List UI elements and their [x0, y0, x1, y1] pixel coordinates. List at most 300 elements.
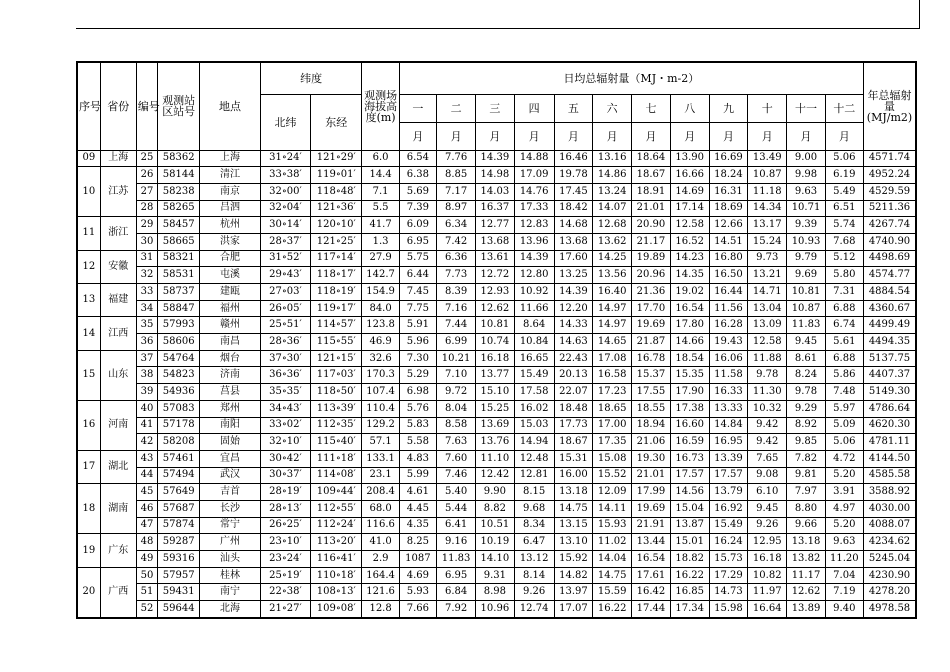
radiation-jun: 13.24: [593, 183, 632, 200]
radiation-aug: 16.52: [670, 233, 709, 250]
station-place: 南宁: [200, 584, 260, 601]
header-daily-radiation: 日均总辐射量（MJ・m-2）: [399, 62, 863, 94]
radiation-apr: 15.03: [514, 417, 554, 434]
radiation-aug: 14.66: [670, 334, 709, 351]
station-latitude: 30∘14′: [260, 217, 310, 234]
radiation-may: 18.67: [554, 434, 592, 451]
radiation-jul: 21.01: [632, 467, 670, 484]
radiation-annual: 4571.74: [863, 150, 916, 167]
station-longitude: 121∘25′: [311, 233, 362, 250]
header-month: 九: [709, 94, 747, 122]
radiation-apr: 12.83: [514, 217, 554, 234]
radiation-mar: 15.10: [476, 384, 514, 401]
station-code: 38: [136, 367, 157, 384]
header-month-unit: 月: [514, 122, 554, 150]
radiation-oct: 9.26: [748, 517, 787, 534]
radiation-aug: 16.73: [670, 450, 709, 467]
header-month: 十一: [787, 94, 825, 122]
radiation-jul: 18.67: [632, 167, 670, 184]
radiation-jan: 5.83: [399, 417, 436, 434]
station-number: 54764: [158, 350, 200, 367]
radiation-may: 22.43: [554, 350, 592, 367]
radiation-may: 14.39: [554, 284, 592, 301]
radiation-oct: 9.78: [748, 367, 787, 384]
station-code: 30: [136, 233, 157, 250]
radiation-nov: 9.69: [787, 267, 825, 284]
station-latitude: 29∘43′: [260, 267, 310, 284]
station-latitude: 36∘36′: [260, 367, 310, 384]
station-code: 52: [136, 601, 157, 618]
station-latitude: 31∘52′: [260, 250, 310, 267]
radiation-feb: 6.41: [436, 517, 475, 534]
table-row: [77, 467, 916, 484]
radiation-mar: 12.72: [476, 267, 514, 284]
station-code: 35: [136, 317, 157, 334]
station-place: 济南: [200, 367, 260, 384]
radiation-jun: 14.25: [593, 250, 632, 267]
table-row: [77, 500, 916, 517]
radiation-jun: 14.97: [593, 300, 632, 317]
radiation-may: 22.07: [554, 384, 592, 401]
station-altitude: 110.4: [362, 400, 399, 417]
radiation-aug: 15.35: [670, 367, 709, 384]
radiation-sep: 16.92: [709, 500, 747, 517]
radiation-mar: 13.68: [476, 233, 514, 250]
radiation-jun: 14.97: [593, 317, 632, 334]
radiation-oct: 16.18: [748, 551, 787, 568]
radiation-dec: 5.20: [825, 517, 863, 534]
radiation-jul: 18.55: [632, 400, 670, 417]
radiation-jan: 5.75: [399, 250, 436, 267]
station-longitude: 108∘13′: [311, 584, 362, 601]
province-name: 河南: [100, 400, 136, 450]
radiation-jul: 21.17: [632, 233, 670, 250]
station-number: 58606: [158, 334, 200, 351]
table-row: [77, 200, 916, 217]
radiation-jul: 18.94: [632, 417, 670, 434]
radiation-sep: 16.24: [709, 534, 747, 551]
radiation-jun: 14.86: [593, 167, 632, 184]
radiation-annual: 4884.54: [863, 284, 916, 301]
header-month-unit: 月: [436, 122, 475, 150]
radiation-sep: 11.58: [709, 367, 747, 384]
radiation-nov: 8.24: [787, 367, 825, 384]
station-place: 杭州: [200, 217, 260, 234]
radiation-may: 17.60: [554, 250, 592, 267]
radiation-may: 14.75: [554, 500, 592, 517]
station-altitude: 57.1: [362, 434, 399, 451]
radiation-dec: 5.61: [825, 334, 863, 351]
header-month: 十二: [825, 94, 863, 122]
radiation-annual: 4952.24: [863, 167, 916, 184]
radiation-oct: 10.87: [748, 167, 787, 184]
radiation-sep: 19.43: [709, 334, 747, 351]
radiation-mar: 15.25: [476, 400, 514, 417]
station-number: 58362: [158, 150, 200, 167]
radiation-apr: 10.84: [514, 334, 554, 351]
radiation-may: 17.73: [554, 417, 592, 434]
radiation-dec: 11.20: [825, 551, 863, 568]
radiation-feb: 6.95: [436, 567, 475, 584]
radiation-jan: 5.69: [399, 183, 436, 200]
radiation-jul: 18.91: [632, 183, 670, 200]
table-row: [77, 267, 916, 284]
station-latitude: 23∘24′: [260, 551, 310, 568]
radiation-annual: 3588.92: [863, 484, 916, 501]
radiation-annual: 5211.36: [863, 200, 916, 217]
station-code: 48: [136, 534, 157, 551]
radiation-dec: 9.63: [825, 534, 863, 551]
radiation-jul: 15.37: [632, 367, 670, 384]
header-month-unit: 月: [709, 122, 747, 150]
radiation-mar: 16.18: [476, 350, 514, 367]
station-place: 汕头: [200, 551, 260, 568]
station-code: 34: [136, 300, 157, 317]
table-row: [77, 417, 916, 434]
radiation-oct: 11.88: [748, 350, 787, 367]
radiation-aug: 17.80: [670, 317, 709, 334]
station-code: 51: [136, 584, 157, 601]
station-number: 57083: [158, 400, 200, 417]
station-latitude: 33∘38′: [260, 167, 310, 184]
station-place: 福州: [200, 300, 260, 317]
radiation-nov: 11.83: [787, 317, 825, 334]
radiation-annual: 4278.20: [863, 584, 916, 601]
radiation-may: 20.13: [554, 367, 592, 384]
station-code: 36: [136, 334, 157, 351]
radiation-jan: 5.91: [399, 317, 436, 334]
station-number: 59316: [158, 551, 200, 568]
province-seq: 20: [77, 567, 100, 618]
station-code: 46: [136, 500, 157, 517]
radiation-jul: 17.61: [632, 567, 670, 584]
radiation-dec: 6.88: [825, 350, 863, 367]
station-longitude: 117∘03′: [311, 367, 362, 384]
table-row: [77, 350, 916, 367]
header-month-unit: 月: [825, 122, 863, 150]
station-longitude: 119∘01′: [311, 167, 362, 184]
radiation-jan: 4.35: [399, 517, 436, 534]
radiation-feb: 7.92: [436, 601, 475, 618]
station-code: 28: [136, 200, 157, 217]
radiation-oct: 13.21: [748, 267, 787, 284]
station-longitude: 115∘55′: [311, 334, 362, 351]
radiation-mar: 16.37: [476, 200, 514, 217]
radiation-annual: 4230.90: [863, 567, 916, 584]
table-row: [77, 250, 916, 267]
radiation-aug: 17.38: [670, 400, 709, 417]
radiation-aug: 16.66: [670, 167, 709, 184]
radiation-sep: 16.06: [709, 350, 747, 367]
radiation-aug: 18.54: [670, 350, 709, 367]
radiation-mar: 13.77: [476, 367, 514, 384]
radiation-nov: 11.17: [787, 567, 825, 584]
header-month: 四: [514, 94, 554, 122]
radiation-aug: 13.90: [670, 150, 709, 167]
radiation-aug: 13.87: [670, 517, 709, 534]
radiation-jul: 20.90: [632, 217, 670, 234]
station-latitude: 22∘38′: [260, 584, 310, 601]
header-month-unit: 月: [593, 122, 632, 150]
station-place: 固始: [200, 434, 260, 451]
station-number: 58847: [158, 300, 200, 317]
table-row: [77, 484, 916, 501]
radiation-jun: 14.65: [593, 334, 632, 351]
radiation-annual: 4030.00: [863, 500, 916, 517]
station-code: 42: [136, 434, 157, 451]
radiation-mar: 9.31: [476, 567, 514, 584]
province-seq: 17: [77, 450, 100, 483]
radiation-nov: 13.82: [787, 551, 825, 568]
radiation-jan: 6.44: [399, 267, 436, 284]
radiation-aug: 14.69: [670, 183, 709, 200]
radiation-dec: 5.80: [825, 267, 863, 284]
radiation-jan: 7.39: [399, 200, 436, 217]
radiation-annual: 5137.75: [863, 350, 916, 367]
province-seq: 15: [77, 350, 100, 400]
radiation-feb: 5.44: [436, 500, 475, 517]
radiation-may: 14.82: [554, 567, 592, 584]
header-month: 二: [436, 94, 475, 122]
station-longitude: 118∘19′: [311, 284, 362, 301]
radiation-nov: 12.62: [787, 584, 825, 601]
radiation-dec: 7.48: [825, 384, 863, 401]
radiation-oct: 14.34: [748, 200, 787, 217]
table-row: [77, 150, 916, 167]
province-seq: 13: [77, 284, 100, 317]
radiation-dec: 7.31: [825, 284, 863, 301]
radiation-jul: 13.44: [632, 534, 670, 551]
radiation-jan: 7.75: [399, 300, 436, 317]
radiation-aug: 18.82: [670, 551, 709, 568]
radiation-dec: 5.20: [825, 467, 863, 484]
station-latitude: 32∘04′: [260, 200, 310, 217]
station-code: 47: [136, 517, 157, 534]
radiation-nov: 9.45: [787, 334, 825, 351]
radiation-nov: 9.00: [787, 150, 825, 167]
station-altitude: 1.3: [362, 233, 399, 250]
province-name: 湖南: [100, 484, 136, 534]
table-body: [77, 150, 916, 618]
radiation-annual: 4144.50: [863, 450, 916, 467]
radiation-jul: 16.42: [632, 584, 670, 601]
station-altitude: 46.9: [362, 334, 399, 351]
radiation-apr: 17.33: [514, 200, 554, 217]
radiation-nov: 9.66: [787, 517, 825, 534]
radiation-annual: 4620.30: [863, 417, 916, 434]
radiation-feb: 6.34: [436, 217, 475, 234]
radiation-aug: 16.54: [670, 300, 709, 317]
radiation-jan: 6.54: [399, 150, 436, 167]
radiation-oct: 6.10: [748, 484, 787, 501]
radiation-jan: 7.45: [399, 284, 436, 301]
radiation-mar: 8.82: [476, 500, 514, 517]
radiation-annual: 4088.07: [863, 517, 916, 534]
station-place: 吉首: [200, 484, 260, 501]
radiation-sep: 15.73: [709, 551, 747, 568]
station-longitude: 112∘55′: [311, 500, 362, 517]
radiation-mar: 14.03: [476, 183, 514, 200]
page-top-rule: [76, 28, 920, 29]
station-place: 长沙: [200, 500, 260, 517]
radiation-mar: 8.98: [476, 584, 514, 601]
station-altitude: 41.7: [362, 217, 399, 234]
radiation-annual: 4740.90: [863, 233, 916, 250]
header-month-unit: 月: [787, 122, 825, 150]
station-place: 宜昌: [200, 450, 260, 467]
radiation-mar: 10.96: [476, 601, 514, 618]
header-month-unit: 月: [476, 122, 514, 150]
radiation-dec: 5.49: [825, 183, 863, 200]
radiation-nov: 13.18: [787, 534, 825, 551]
station-place: 广州: [200, 534, 260, 551]
radiation-dec: 5.74: [825, 217, 863, 234]
province-name: 上海: [100, 150, 136, 167]
station-place: 吕泗: [200, 200, 260, 217]
radiation-dec: 6.51: [825, 200, 863, 217]
station-latitude: 32∘10′: [260, 434, 310, 451]
header-month-unit: 月: [399, 122, 436, 150]
radiation-feb: 8.04: [436, 400, 475, 417]
radiation-feb: 11.83: [436, 551, 475, 568]
radiation-dec: 5.86: [825, 367, 863, 384]
radiation-oct: 11.97: [748, 584, 787, 601]
header-month: 十: [748, 94, 787, 122]
province-name: 广西: [100, 567, 136, 618]
radiation-sep: 16.69: [709, 150, 747, 167]
station-altitude: 2.9: [362, 551, 399, 568]
radiation-may: 18.48: [554, 400, 592, 417]
station-place: 洪家: [200, 233, 260, 250]
radiation-apr: 17.58: [514, 384, 554, 401]
radiation-apr: 8.64: [514, 317, 554, 334]
radiation-jan: 4.45: [399, 500, 436, 517]
radiation-dec: 6.19: [825, 167, 863, 184]
station-longitude: 120∘10′: [311, 217, 362, 234]
radiation-sep: 18.69: [709, 200, 747, 217]
station-altitude: 68.0: [362, 500, 399, 517]
station-code: 32: [136, 267, 157, 284]
radiation-annual: 5149.30: [863, 384, 916, 401]
province-seq: 18: [77, 484, 100, 534]
radiation-apr: 9.68: [514, 500, 554, 517]
radiation-may: 13.18: [554, 484, 592, 501]
radiation-jan: 7.66: [399, 601, 436, 618]
radiation-jun: 12.68: [593, 217, 632, 234]
station-code: 43: [136, 450, 157, 467]
radiation-apr: 12.48: [514, 450, 554, 467]
radiation-nov: 7.82: [787, 450, 825, 467]
radiation-feb: 7.17: [436, 183, 475, 200]
radiation-sep: 16.31: [709, 183, 747, 200]
station-number: 57687: [158, 500, 200, 517]
station-code: 50: [136, 567, 157, 584]
station-longitude: 118∘48′: [311, 183, 362, 200]
station-altitude: 154.9: [362, 284, 399, 301]
radiation-aug: 16.22: [670, 567, 709, 584]
station-number: 57494: [158, 467, 200, 484]
radiation-jun: 15.59: [593, 584, 632, 601]
radiation-nov: 9.39: [787, 217, 825, 234]
radiation-feb: 8.39: [436, 284, 475, 301]
station-latitude: 28∘13′: [260, 500, 310, 517]
radiation-feb: 7.46: [436, 467, 475, 484]
radiation-sep: 14.51: [709, 233, 747, 250]
radiation-dec: 5.09: [825, 417, 863, 434]
radiation-oct: 16.64: [748, 601, 787, 618]
radiation-nov: 7.97: [787, 484, 825, 501]
radiation-aug: 19.02: [670, 284, 709, 301]
radiation-nov: 10.93: [787, 233, 825, 250]
radiation-mar: 12.42: [476, 467, 514, 484]
header-month: 七: [632, 94, 670, 122]
radiation-aug: 15.01: [670, 534, 709, 551]
radiation-apr: 10.92: [514, 284, 554, 301]
station-code: 25: [136, 150, 157, 167]
station-altitude: 7.1: [362, 183, 399, 200]
radiation-apr: 6.47: [514, 534, 554, 551]
radiation-sep: 12.66: [709, 217, 747, 234]
radiation-jul: 21.87: [632, 334, 670, 351]
station-number: 58531: [158, 267, 200, 284]
radiation-jun: 17.23: [593, 384, 632, 401]
radiation-jul: 17.55: [632, 384, 670, 401]
radiation-annual: 4585.58: [863, 467, 916, 484]
radiation-feb: 8.58: [436, 417, 475, 434]
radiation-dec: 3.91: [825, 484, 863, 501]
radiation-may: 16.46: [554, 150, 592, 167]
province-seq: 14: [77, 317, 100, 350]
radiation-nov: 9.85: [787, 434, 825, 451]
radiation-feb: 8.85: [436, 167, 475, 184]
radiation-apr: 16.65: [514, 350, 554, 367]
table-row: [77, 551, 916, 568]
station-longitude: 119∘17′: [311, 300, 362, 317]
radiation-may: 14.63: [554, 334, 592, 351]
station-latitude: 37∘30′: [260, 350, 310, 367]
station-altitude: 23.1: [362, 467, 399, 484]
radiation-apr: 16.02: [514, 400, 554, 417]
province-seq: 19: [77, 534, 100, 567]
station-altitude: 133.1: [362, 450, 399, 467]
station-place: 上海: [200, 150, 260, 167]
station-place: 桂林: [200, 567, 260, 584]
radiation-feb: 5.40: [436, 484, 475, 501]
radiation-mar: 12.62: [476, 300, 514, 317]
radiation-mar: 14.10: [476, 551, 514, 568]
radiation-mar: 10.19: [476, 534, 514, 551]
station-longitude: 114∘57′: [311, 317, 362, 334]
radiation-sep: 18.24: [709, 167, 747, 184]
radiation-mar: 12.93: [476, 284, 514, 301]
radiation-jul: 19.89: [632, 250, 670, 267]
table-row: [77, 517, 916, 534]
radiation-sep: 13.39: [709, 450, 747, 467]
radiation-dec: 4.97: [825, 500, 863, 517]
radiation-oct: 12.95: [748, 534, 787, 551]
radiation-nov: 8.92: [787, 417, 825, 434]
radiation-mar: 12.77: [476, 217, 514, 234]
header-altitude: 观测场海拔高度(m): [362, 62, 399, 150]
radiation-feb: 7.60: [436, 450, 475, 467]
radiation-oct: 10.32: [748, 400, 787, 417]
radiation-jul: 17.70: [632, 300, 670, 317]
station-place: 武汉: [200, 467, 260, 484]
station-longitude: 116∘41′: [311, 551, 362, 568]
station-altitude: 170.3: [362, 367, 399, 384]
station-longitude: 114∘08′: [311, 467, 362, 484]
station-altitude: 84.0: [362, 300, 399, 317]
